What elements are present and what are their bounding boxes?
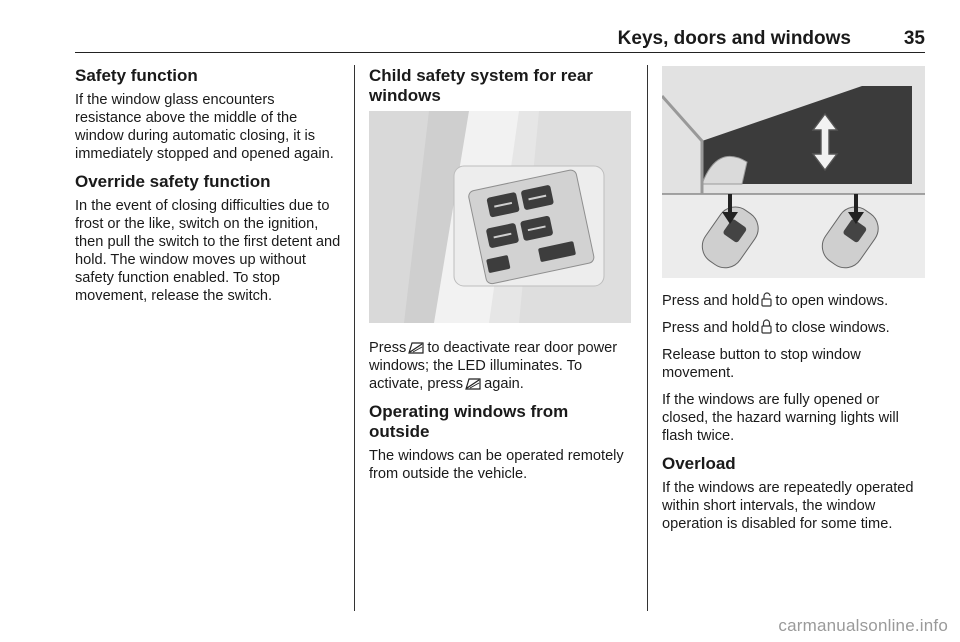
remote-window-illustration xyxy=(662,66,925,278)
close-windows-text: Press and hold to close windows. xyxy=(662,320,890,336)
override-safety-text: In the event of closing difficulties due to frost or the like, switch on the ignition, then pull the switch to the first detent and hold. The window moves up without safety function enabled. To stop movement, release the switch. xyxy=(75,198,341,304)
page-number: 35 xyxy=(903,28,925,49)
page-header xyxy=(75,26,925,53)
section-title: Keys, doors and windows xyxy=(617,28,851,49)
overload-text: If the windows are repeatedly operated within short intervals, the window operation is disabled for some time. xyxy=(662,480,914,532)
watermark: carmanualsonline.info xyxy=(778,616,948,635)
child-safety-text: Press to deactivate rear door power windows; the LED illuminates. To activate, press again. xyxy=(369,340,618,392)
column-divider xyxy=(647,65,648,611)
safety-function-text: If the window glass encounters resistance above the middle of the window during automatic closing, it is immediately stopped and opened again. xyxy=(75,92,334,162)
overload-heading: Overload xyxy=(662,454,736,473)
child-safety-heading: Child safety system for rear windows xyxy=(369,66,593,105)
override-safety-heading: Override safety function xyxy=(75,172,271,191)
operating-outside-text: The windows can be operated remotely from outside the vehicle. xyxy=(369,448,624,482)
unlock-padlock-icon xyxy=(761,292,772,307)
operating-outside-heading: Operating windows from outside xyxy=(369,402,569,441)
window-switch-illustration xyxy=(369,111,631,323)
column-divider xyxy=(354,65,355,611)
child-lock-window-icon xyxy=(408,341,424,354)
hazard-lights-text: If the windows are fully opened or closed, the hazard warning lights will flash twice. xyxy=(662,392,899,444)
child-lock-window-icon xyxy=(465,377,481,390)
column-2 xyxy=(369,66,631,492)
column-1 xyxy=(75,66,343,314)
column-3 xyxy=(662,66,925,542)
release-button-text: Release button to stop window movement. xyxy=(662,347,861,381)
lock-padlock-icon xyxy=(761,319,772,334)
open-windows-text: Press and hold to open windows. xyxy=(662,293,889,309)
safety-function-heading: Safety function xyxy=(75,66,198,85)
